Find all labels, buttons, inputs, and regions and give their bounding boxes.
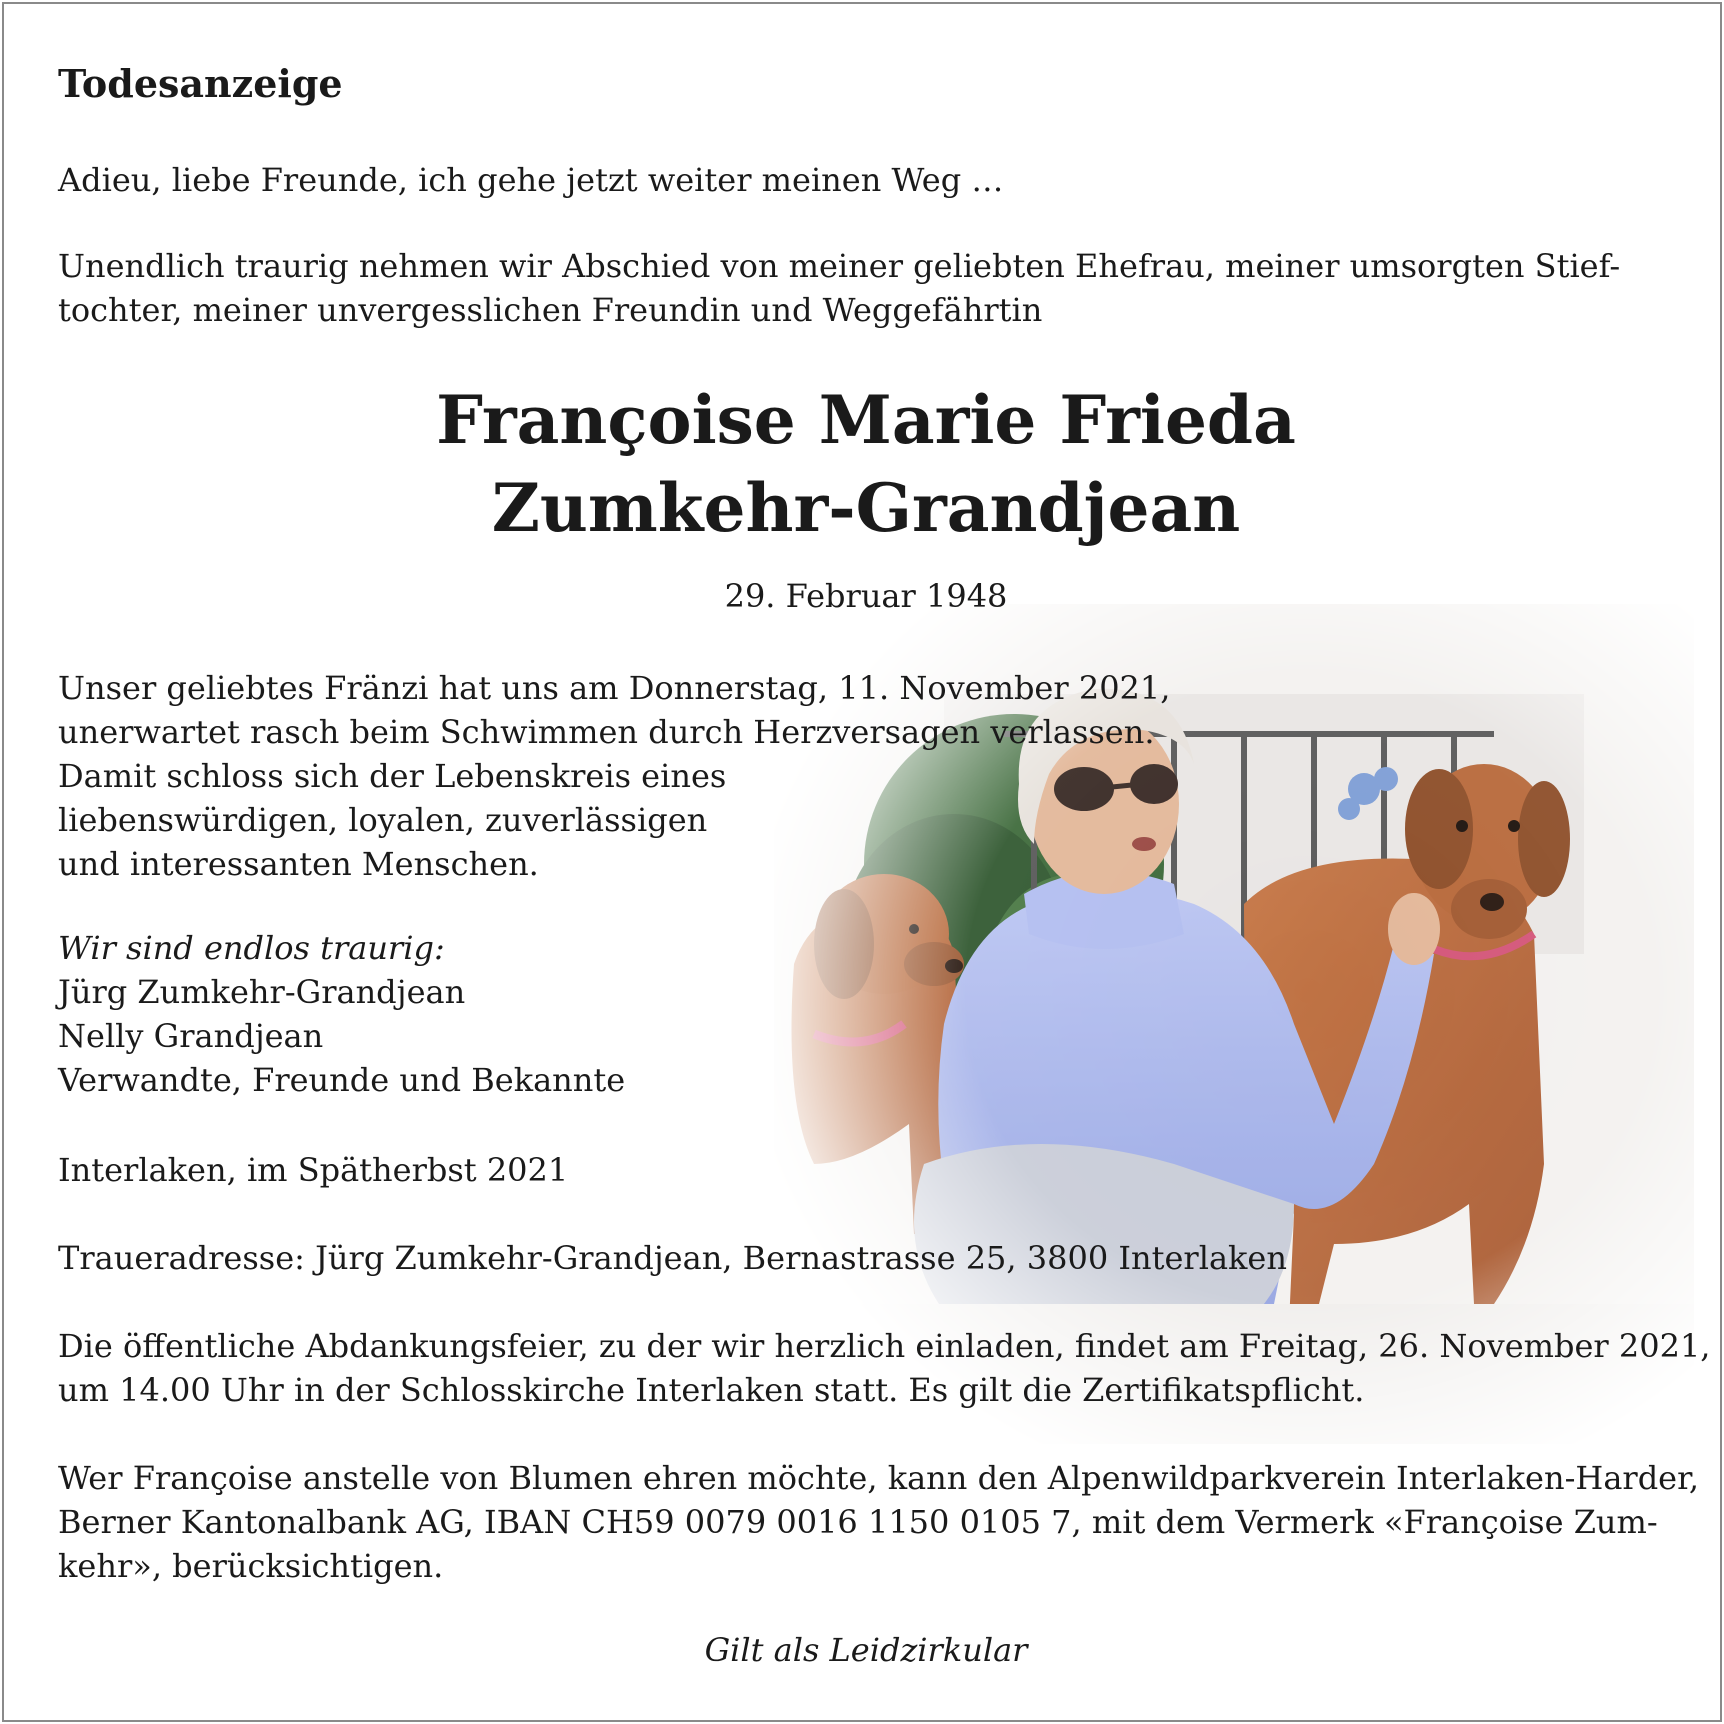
announcement-line: Unendlich traurig nehmen wir Abschied von meiner geliebten Ehefrau, meiner umsorgten Stief- bbox=[58, 247, 1621, 285]
donation-line: Wer Françoise anstelle von Blumen ehren möchte, kann den Alpenwildparkverein Interlaken-Harder, bbox=[58, 1459, 1700, 1497]
story-line: unerwartet rasch beim Schwimmen durch Herzversagen verlassen. bbox=[58, 713, 1155, 751]
donation-line: Berner Kantonalbank AG, IBAN CH59 0079 0016 1150 0105 7, mit dem Vermerk «Françoise Zum- bbox=[58, 1503, 1658, 1541]
closing-note: Gilt als Leidzirkular bbox=[704, 1631, 1028, 1669]
story-line: liebenswürdigen, loyalen, zuverlässigen bbox=[58, 801, 708, 839]
ceremony-line: um 14.00 Uhr in der Schlosskirche Interlaken statt. Es gilt die Zertifikatspflicht. bbox=[58, 1371, 1365, 1409]
deceased-name-line1: Françoise Marie Frieda bbox=[436, 381, 1296, 459]
announcement-line: tochter, meiner unvergesslichen Freundin und Weggefährtin bbox=[58, 291, 1043, 329]
notice-heading: Todesanzeige bbox=[58, 61, 343, 106]
story-line: Unser geliebtes Fränzi hat uns am Donnerstag, 11. November 2021, bbox=[58, 669, 1171, 707]
place-date: Interlaken, im Spätherbst 2021 bbox=[58, 1151, 569, 1189]
birth-date: 29. Februar 1948 bbox=[724, 577, 1008, 615]
donation-text bbox=[58, 1456, 1699, 1588]
story-line: Damit schloss sich der Lebenskreis eines bbox=[58, 757, 727, 795]
intro-line: Adieu, liebe Freunde, ich gehe jetzt weiter meinen Weg … bbox=[58, 161, 1004, 199]
ceremony-text bbox=[58, 1324, 1710, 1412]
donation-line: kehr», berücksichtigen. bbox=[58, 1547, 444, 1585]
mourning-address: Traueradresse: Jürg Zumkehr-Grandjean, Bernastrasse 25, 3800 Interlaken bbox=[58, 1239, 1287, 1277]
story-line: und interessanten Menschen. bbox=[58, 845, 539, 883]
mourner-name: Nelly Grandjean bbox=[58, 1017, 324, 1055]
deceased-name-line2: Zumkehr-Grandjean bbox=[491, 469, 1241, 547]
story-text bbox=[58, 666, 1170, 886]
obituary-notice bbox=[2, 2, 1722, 1722]
announcement-text bbox=[58, 244, 1620, 332]
ceremony-line: Die öffentliche Abdankungsfeier, zu der wir herzlich einladen, findet am Freitag, 26. November 2021, bbox=[58, 1327, 1711, 1365]
mourners-list bbox=[58, 970, 625, 1102]
mourner-name: Verwandte, Freunde und Bekannte bbox=[58, 1061, 626, 1099]
mourner-name: Jürg Zumkehr-Grandjean bbox=[58, 973, 466, 1011]
mourners-heading: Wir sind endlos traurig: bbox=[58, 929, 445, 967]
deceased-name bbox=[4, 376, 1722, 552]
